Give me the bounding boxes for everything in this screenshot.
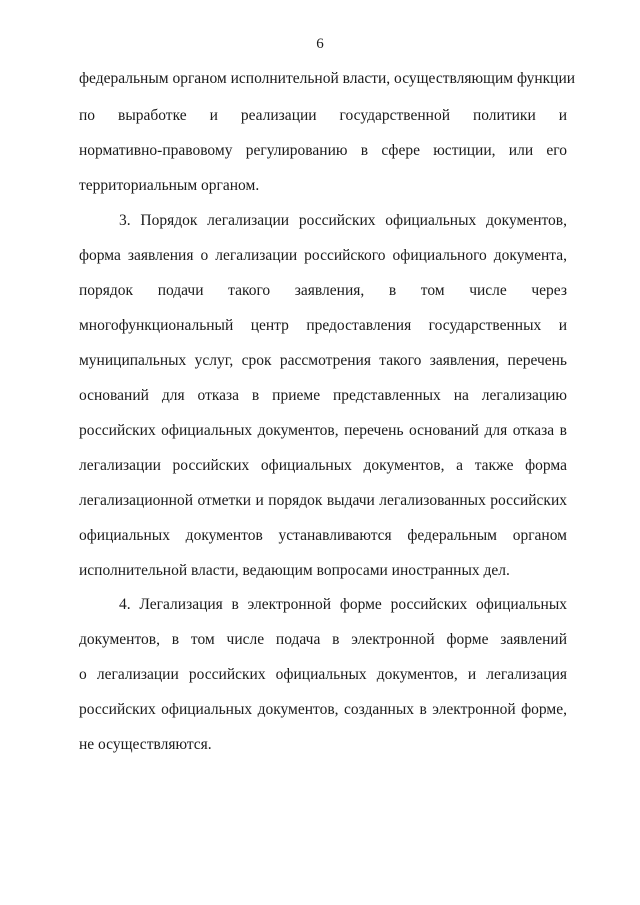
- paragraph-3-line: легализационной отметки и порядок выдачи легализованных российских: [79, 492, 567, 509]
- paragraph-1-line: по выработке и реализации государственной политики и: [79, 107, 567, 124]
- paragraph-4-line: 4. Легализация в электронной форме российских официальных: [119, 596, 567, 613]
- paragraph-4-line: российских официальных документов, созданных в электронной форме,: [79, 701, 567, 718]
- paragraph-3-line: российских официальных документов, перечень оснований для отказа в: [79, 422, 567, 439]
- paragraph-4-line: не осуществляются.: [79, 736, 212, 753]
- paragraph-4-line: документов, в том числе подача в электронной форме заявлений: [79, 631, 567, 648]
- paragraph-3-line: оснований для отказа в приеме представленных на легализацию: [79, 387, 567, 404]
- paragraph-3-line: порядок подачи такого заявления, в том числе через: [79, 282, 567, 299]
- paragraph-3-line: 3. Порядок легализации российских официальных документов,: [119, 212, 567, 229]
- paragraph-3-line: официальных документов устанавливаются федеральным органом: [79, 527, 567, 544]
- paragraph-3-line: муниципальных услуг, срок рассмотрения такого заявления, перечень: [79, 352, 567, 369]
- paragraph-4-line: о легализации российских официальных документов, и легализация: [79, 666, 567, 683]
- paragraph-3-line: многофункциональный центр предоставления государственных и: [79, 317, 567, 334]
- paragraph-1-line: федеральным органом исполнительной власти, осуществляющим функции: [79, 70, 576, 87]
- page-number: 6: [316, 36, 324, 52]
- paragraph-3-line: форма заявления о легализации российского официального документа,: [79, 247, 567, 264]
- paragraph-1-line: нормативно-правовому регулированию в сфере юстиции, или его: [79, 142, 567, 159]
- paragraph-3-line: легализации российских официальных документов, а также форма: [79, 457, 567, 474]
- paragraph-3-line: исполнительной власти, ведающим вопросами иностранных дел.: [79, 562, 510, 579]
- paragraph-1-line: территориальным органом.: [79, 177, 260, 194]
